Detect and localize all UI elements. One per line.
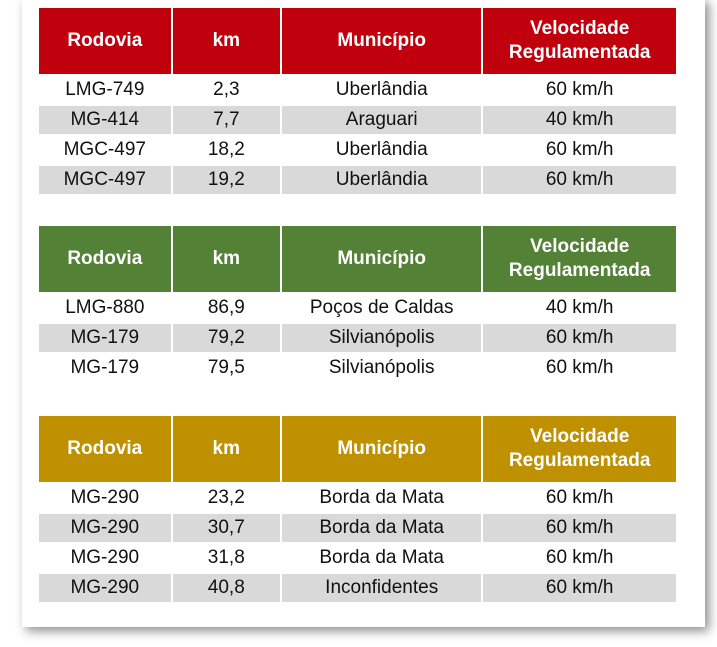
- cell-velocidade: 40 km/h: [483, 106, 676, 134]
- speed-table-gold: [37, 414, 678, 604]
- header-velocidade-line2: Regulamentada: [508, 450, 651, 471]
- cell-velocidade: 60 km/h: [483, 166, 676, 194]
- table-row: [39, 354, 676, 382]
- header-rodovia: Rodovia: [39, 8, 171, 74]
- header-municipio: Município: [282, 416, 481, 482]
- header-velocidade-line1: Velocidade: [530, 236, 630, 257]
- cell-velocidade: 60 km/h: [483, 514, 676, 542]
- cell-rodovia: MG-290: [39, 574, 171, 602]
- cell-rodovia: MG-290: [70, 487, 140, 508]
- cell-velocidade: 60 km/h: [483, 574, 676, 602]
- table-row: [39, 294, 676, 322]
- cell-municipio: Borda da Mata: [319, 547, 444, 568]
- cell-km: 79,5: [207, 357, 245, 378]
- table-row: [39, 166, 676, 194]
- table-row: [39, 136, 676, 164]
- table-header-row: [39, 226, 676, 292]
- header-velocidade: [483, 8, 676, 74]
- header-velocidade-line1: Velocidade: [530, 18, 630, 39]
- cell-rodovia: MGC-497: [63, 139, 146, 160]
- cell-km: 18,2: [207, 139, 245, 160]
- cell-km: 31,8: [207, 547, 245, 568]
- cell-municipio: Inconfidentes: [282, 574, 481, 602]
- cell-rodovia: MG-414: [39, 106, 171, 134]
- cell-municipio: Uberlândia: [282, 166, 481, 194]
- header-velocidade: [483, 226, 676, 292]
- speed-table-red: [37, 6, 678, 196]
- header-km: km: [173, 8, 281, 74]
- cell-municipio: Uberlândia: [335, 79, 428, 100]
- header-velocidade-line2: Regulamentada: [508, 42, 651, 63]
- cell-km: 79,2: [173, 324, 280, 352]
- cell-rodovia: MGC-497: [39, 166, 171, 194]
- cell-velocidade: 60 km/h: [483, 324, 676, 352]
- header-km: km: [173, 416, 280, 482]
- table-header-row: [39, 416, 676, 482]
- header-velocidade: [483, 416, 676, 482]
- cell-rodovia: MG-179: [39, 324, 171, 352]
- table-row: [39, 514, 676, 542]
- table-row: [39, 324, 676, 352]
- cell-km: 2,3: [213, 79, 240, 100]
- table-row: [39, 544, 676, 572]
- header-rodovia: Rodovia: [39, 416, 171, 482]
- header-municipio: Município: [282, 8, 481, 74]
- cell-km: 23,2: [207, 487, 245, 508]
- cell-velocidade: 60 km/h: [545, 487, 614, 508]
- table-row: [39, 574, 676, 602]
- table-row: [39, 76, 676, 104]
- cell-rodovia: LMG-749: [65, 79, 145, 100]
- cell-municipio: Borda da Mata: [319, 487, 444, 508]
- cell-velocidade: 60 km/h: [545, 547, 614, 568]
- table-row: [39, 484, 676, 512]
- cell-municipio: Poços de Caldas: [309, 297, 454, 318]
- document-page: [22, 0, 705, 627]
- cell-velocidade: 40 km/h: [545, 297, 614, 318]
- table-row: [39, 106, 676, 134]
- cell-municipio: Uberlândia: [335, 139, 428, 160]
- cell-km: 7,7: [173, 106, 281, 134]
- cell-km: 40,8: [173, 574, 280, 602]
- speed-table-green: [37, 224, 678, 384]
- cell-km: 19,2: [173, 166, 281, 194]
- cell-rodovia: MG-290: [39, 514, 171, 542]
- cell-municipio: Silvianópolis: [328, 357, 435, 378]
- cell-velocidade: 60 km/h: [545, 139, 614, 160]
- header-rodovia: Rodovia: [39, 226, 171, 292]
- header-velocidade-line2: Regulamentada: [508, 260, 651, 281]
- cell-velocidade: 60 km/h: [545, 79, 614, 100]
- cell-velocidade: 60 km/h: [545, 357, 614, 378]
- cell-municipio: Silvianópolis: [282, 324, 481, 352]
- cell-municipio: Borda da Mata: [282, 514, 481, 542]
- cell-rodovia: LMG-880: [65, 297, 145, 318]
- cell-rodovia: MG-179: [70, 357, 140, 378]
- cell-km: 30,7: [173, 514, 280, 542]
- header-km: km: [173, 226, 280, 292]
- cell-km: 86,9: [207, 297, 245, 318]
- cell-rodovia: MG-290: [70, 547, 140, 568]
- cell-municipio: Araguari: [282, 106, 481, 134]
- header-municipio: Município: [282, 226, 481, 292]
- table-header-row: [39, 8, 676, 74]
- header-velocidade-line1: Velocidade: [530, 426, 630, 447]
